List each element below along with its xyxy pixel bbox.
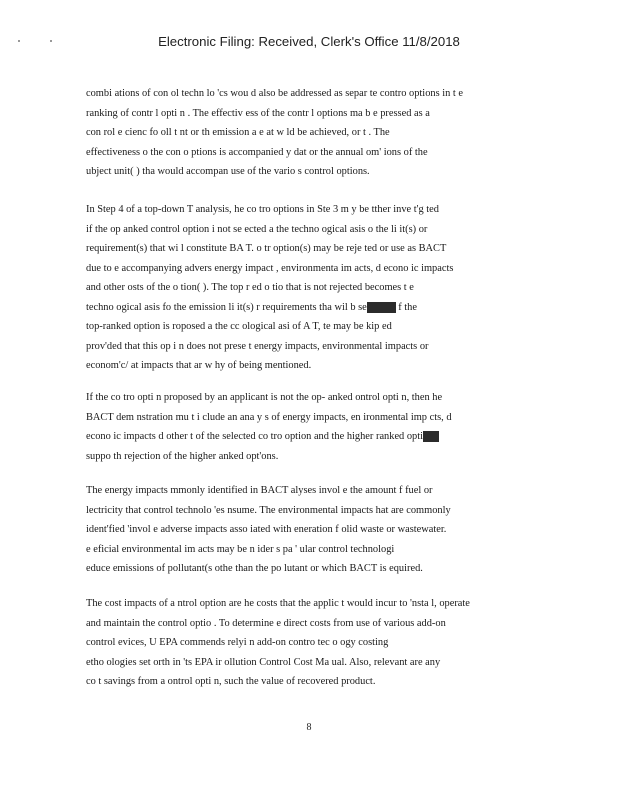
text-line: and other osts of the o tion( ). The top r ed o tio that is not rejected becomes t e bbox=[86, 282, 414, 293]
text-line: ranking of contr l opti n . The effectiv ess of the contr l options ma b e pressed as a bbox=[86, 107, 430, 119]
text-segment: f the bbox=[395, 301, 417, 313]
text-line: control evices, U EPA commends relyi n add-on contro tec o ogy costing bbox=[86, 637, 389, 648]
text-line: e eficial environmental im acts may be n ider s pa ' ular control technologi bbox=[86, 543, 395, 555]
text-line: BACT dem nstration mu t i clude an ana y s of energy impacts, en ironmental imp cts, d bbox=[86, 411, 452, 423]
text-segment: techno ogical asis fo the emission li it(s) r requirements tha wil b se bbox=[86, 301, 367, 313]
filing-header: Electronic Filing: Received, Clerk's Office 11/8/2018 bbox=[158, 34, 460, 49]
text-line: and maintain the control optio . To determine e direct costs from use of various add-on bbox=[86, 617, 446, 629]
text-line: lectricity that control technolo 'es nsume. The environmental impacts hat are commonly bbox=[86, 504, 451, 516]
text-line: If the co tro opti n proposed by an applicant is not the op- anked ontrol opti n, then he bbox=[86, 392, 443, 403]
paragraph-3 bbox=[86, 388, 556, 466]
text-line: top-ranked option is roposed a the cc ological asi of A T, te may be kip ed bbox=[86, 321, 392, 332]
text-line: The energy impacts mmonly identified in BACT alyses invol e the amount f fuel or bbox=[86, 485, 433, 496]
text-line: The cost impacts of a ntrol option are he costs that the applic t would incur to 'nsta l, operate bbox=[86, 598, 470, 609]
text-segment: econo ic impacts d other t of the selected co tro option and the higher ranked opti bbox=[86, 431, 424, 442]
text-line: due to e accompanying advers energy impact , environmenta im acts, d econo ic impacts bbox=[86, 262, 454, 274]
page-number: 8 bbox=[306, 722, 312, 733]
text-line: effectiveness o the con o ptions is accompanied y dat or the annual om' ions of the bbox=[86, 146, 428, 158]
text-line: co t savings from a ontrol opti n, such the value of recovered product. bbox=[86, 676, 376, 687]
paragraph-1 bbox=[86, 84, 556, 182]
paragraph-5 bbox=[86, 594, 556, 692]
text-line: prov'ded that this op i n does not prese t energy impacts, environmental impacts or bbox=[86, 340, 429, 352]
text-line: if the op anked control option i not se ected a the techno ogical asis o the li it(s) or bbox=[86, 223, 428, 235]
paragraph-4 bbox=[86, 481, 556, 579]
text-line: etho ologies set orth in 'ts EPA ir ollution Control Cost Ma ual. Also, relevant are any bbox=[86, 656, 441, 668]
redaction-mark bbox=[423, 431, 439, 442]
text-line: educe emissions of pollutant(s othe than the po lutant or which BACT is equired. bbox=[86, 563, 423, 574]
text-line bbox=[86, 298, 556, 318]
text-line: ident'fied 'invol e adverse impacts asso iated with eneration f olid waste or wastewater. bbox=[86, 524, 447, 535]
paragraph-2 bbox=[86, 200, 556, 376]
text-line: suppo th rejection of the higher anked opt'ons. bbox=[86, 450, 279, 462]
text-line: econom'c/ at impacts that ar w hy of being mentioned. bbox=[86, 360, 312, 371]
text-line: requirement(s) that wi l constitute BA T. o tr option(s) may be reje ted or use as BACT bbox=[86, 243, 447, 254]
text-line: In Step 4 of a top-down T analysis, he co tro options in Ste 3 m y be tther inve t'g ted bbox=[86, 204, 439, 215]
text-line: con rol e cienc fo oll t nt or th emission a e at w ld be achieved, or t . The bbox=[86, 127, 390, 138]
text-line bbox=[86, 427, 556, 447]
text-line: combi ations of con ol techn lo 'cs wou d also be addressed as separ te contro options in t e bbox=[86, 88, 464, 99]
redaction-mark bbox=[367, 302, 396, 313]
text-line: ubject unit( ) tha would accompan use of the vario s control options. bbox=[86, 166, 370, 177]
